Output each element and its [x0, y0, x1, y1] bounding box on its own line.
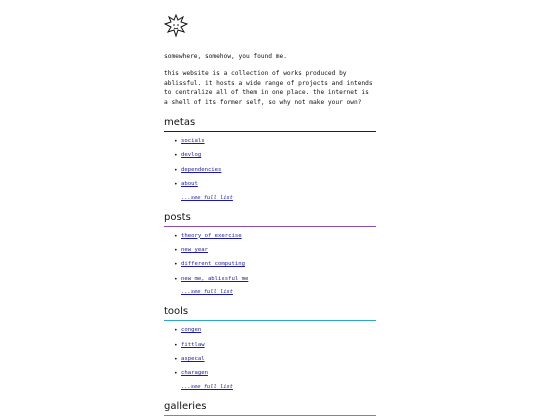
metas-list — [164, 138, 376, 188]
posts-full-list-link[interactable]: ...see full list — [181, 289, 233, 296]
list-item — [174, 138, 376, 145]
tools-heading: tools — [164, 306, 376, 321]
list-item — [174, 247, 376, 254]
galleries-heading: galleries — [164, 401, 376, 416]
posts-link-new-year[interactable]: new year — [181, 246, 208, 253]
metas-heading: metas — [164, 117, 376, 132]
intro-description: this website is a collection of works produced by ablissful. it hosts a wide range of projects and intends to centralize all of them in one place. the internet is a shell of its former self, so why not make your own? — [164, 70, 373, 106]
tools-full-list-link[interactable]: ...see full list — [181, 383, 233, 390]
tools-section — [164, 306, 376, 391]
list-item — [174, 167, 376, 174]
list-item — [174, 261, 376, 268]
list-item — [174, 327, 376, 334]
posts-list — [164, 233, 376, 283]
posts-link-theory-of-exercise[interactable]: theory of exercise — [181, 232, 242, 239]
tools-list — [164, 327, 376, 377]
metas-full-list-link[interactable]: ...see full list — [181, 194, 233, 201]
posts-link-new-me[interactable]: new me, ablissful me — [181, 275, 249, 282]
tools-link-charagen[interactable]: charagen — [181, 370, 208, 377]
list-item — [174, 233, 376, 240]
intro-greeting: somewhere, somehow, you found me. — [164, 53, 287, 60]
metas-link-dependencies[interactable]: dependencies — [181, 166, 222, 173]
posts-heading: posts — [164, 212, 376, 227]
list-item — [174, 152, 376, 159]
list-item — [174, 356, 376, 363]
posts-link-different-computing[interactable]: different computing — [181, 261, 245, 268]
tools-link-aspecal[interactable]: aspecal — [181, 355, 205, 362]
metas-link-about[interactable]: about — [181, 181, 198, 188]
metas-section — [164, 117, 376, 202]
metas-link-devlog[interactable]: devlog — [181, 152, 202, 159]
list-item — [174, 276, 376, 283]
metas-link-socials[interactable]: socials — [181, 138, 205, 145]
tools-link-congen[interactable]: congen — [181, 327, 202, 334]
list-item — [174, 181, 376, 188]
list-item — [174, 342, 376, 349]
list-item — [174, 370, 376, 377]
main-content — [164, 14, 376, 416]
star-face-icon — [164, 14, 188, 38]
galleries-section — [164, 401, 376, 416]
tools-link-fittlaw[interactable]: fittlaw — [181, 341, 205, 348]
posts-section — [164, 212, 376, 297]
